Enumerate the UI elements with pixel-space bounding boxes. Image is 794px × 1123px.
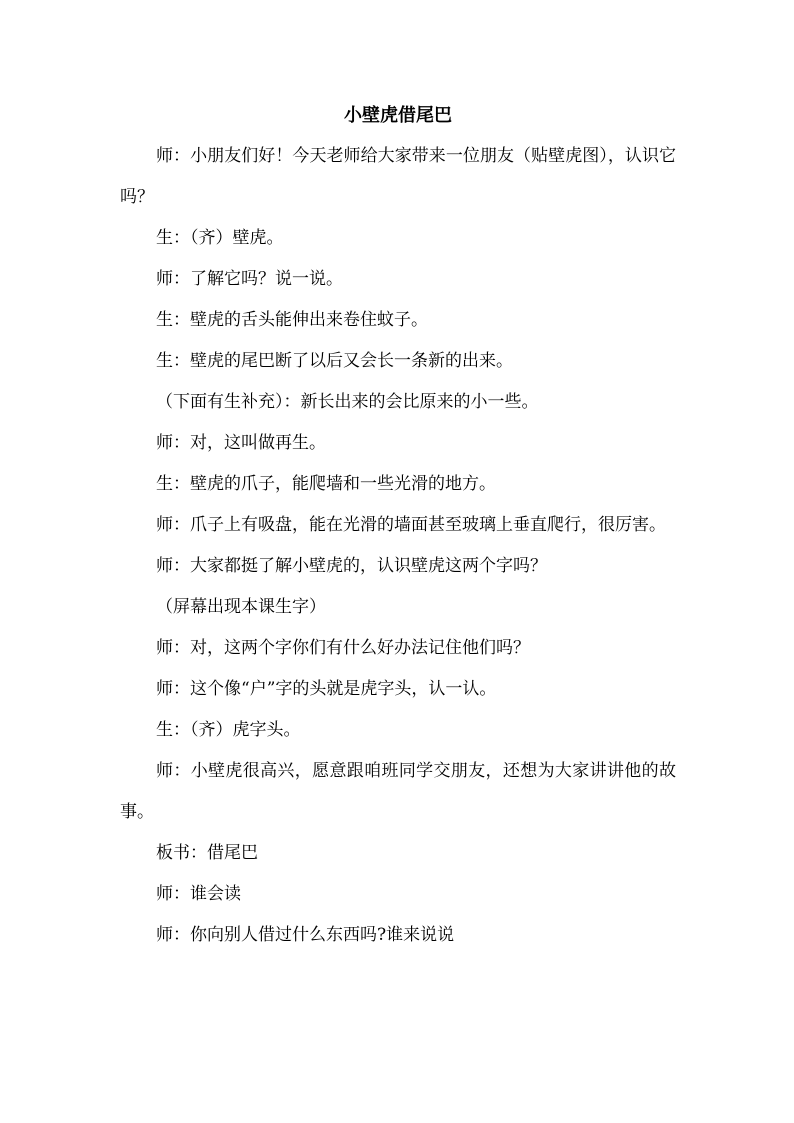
paragraph: 生：（齐）虎字头。 xyxy=(156,720,301,740)
paragraph: 生：壁虎的爪子，能爬墙和一些光滑的地方。 xyxy=(156,474,496,494)
document-body xyxy=(120,96,676,956)
document-title: 小壁虎借尾巴 xyxy=(344,105,452,126)
paragraph: （下面有生补充）：新长出来的会比原来的小一些。 xyxy=(156,392,539,412)
paragraph: 师：这个像“户”字的头就是虎字头，认一认。 xyxy=(156,679,497,699)
paragraph: 师：大家都挺了解小壁虎的，认识壁虎这两个字吗？ xyxy=(156,556,547,576)
paragraph: 师：你向别人借过什么东西吗?谁来说说 xyxy=(156,925,455,945)
paragraph: （屏幕出现本课生字） xyxy=(156,597,326,617)
paragraph: 板书：借尾巴 xyxy=(156,843,258,863)
paragraph: 师：小壁虎很高兴，愿意跟咱班同学交朋友，还想为大家讲讲他的故事。 xyxy=(120,761,676,822)
paragraph: 师：对，这叫做再生。 xyxy=(156,433,326,453)
paragraph: 师：对，这两个字你们有什么好办法记住他们吗？ xyxy=(156,638,530,658)
paragraph: 师：谁会读 xyxy=(156,884,241,904)
paragraph: 生：（齐）壁虎。 xyxy=(156,228,284,248)
paragraph: 师：爪子上有吸盘，能在光滑的墙面甚至玻璃上垂直爬行，很厉害。 xyxy=(156,515,666,535)
paragraph: 师：小朋友们好！今天老师给大家带来一位朋友（贴壁虎图），认识它吗？ xyxy=(120,146,676,207)
paragraph: 生：壁虎的尾巴断了以后又会长一条新的出来。 xyxy=(156,351,513,371)
paragraph: 师：了解它吗？说一说。 xyxy=(156,269,343,289)
paragraph: 生：壁虎的舌头能伸出来卷住蚊子。 xyxy=(156,310,428,330)
